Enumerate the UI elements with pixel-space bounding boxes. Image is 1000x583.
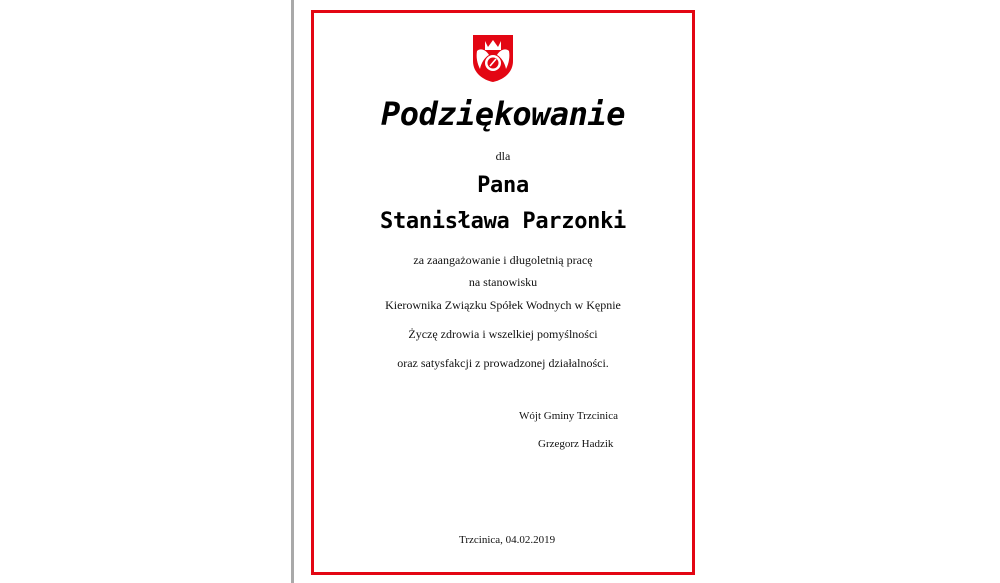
wishes-line: Życzę zdrowia i wszelkiej pomyślności bbox=[408, 327, 598, 341]
coat-of-arms-icon bbox=[471, 33, 515, 83]
body-line: na stanowisku bbox=[468, 275, 538, 289]
dla-label: dla bbox=[495, 149, 511, 163]
place-date: Trzcinica, 04.02.2019 bbox=[459, 534, 556, 546]
signature-title: Wójt Gminy Trzcinica bbox=[519, 410, 618, 422]
body-line: Kierownika Związku Spółek Wodnych w Kępnie bbox=[385, 298, 621, 312]
recipient-name: Stanisława Parzonki bbox=[380, 209, 626, 234]
body-line: za zaangażowanie i długoletnią pracę bbox=[413, 253, 593, 267]
document-title: Podziękowanie bbox=[381, 95, 625, 133]
recipient-salutation: Pana bbox=[477, 173, 529, 198]
wishes-line: oraz satysfakcji z prowadzonej działalności. bbox=[397, 356, 609, 370]
certificate-frame bbox=[311, 10, 695, 575]
signature-name: Grzegorz Hadzik bbox=[538, 438, 614, 450]
